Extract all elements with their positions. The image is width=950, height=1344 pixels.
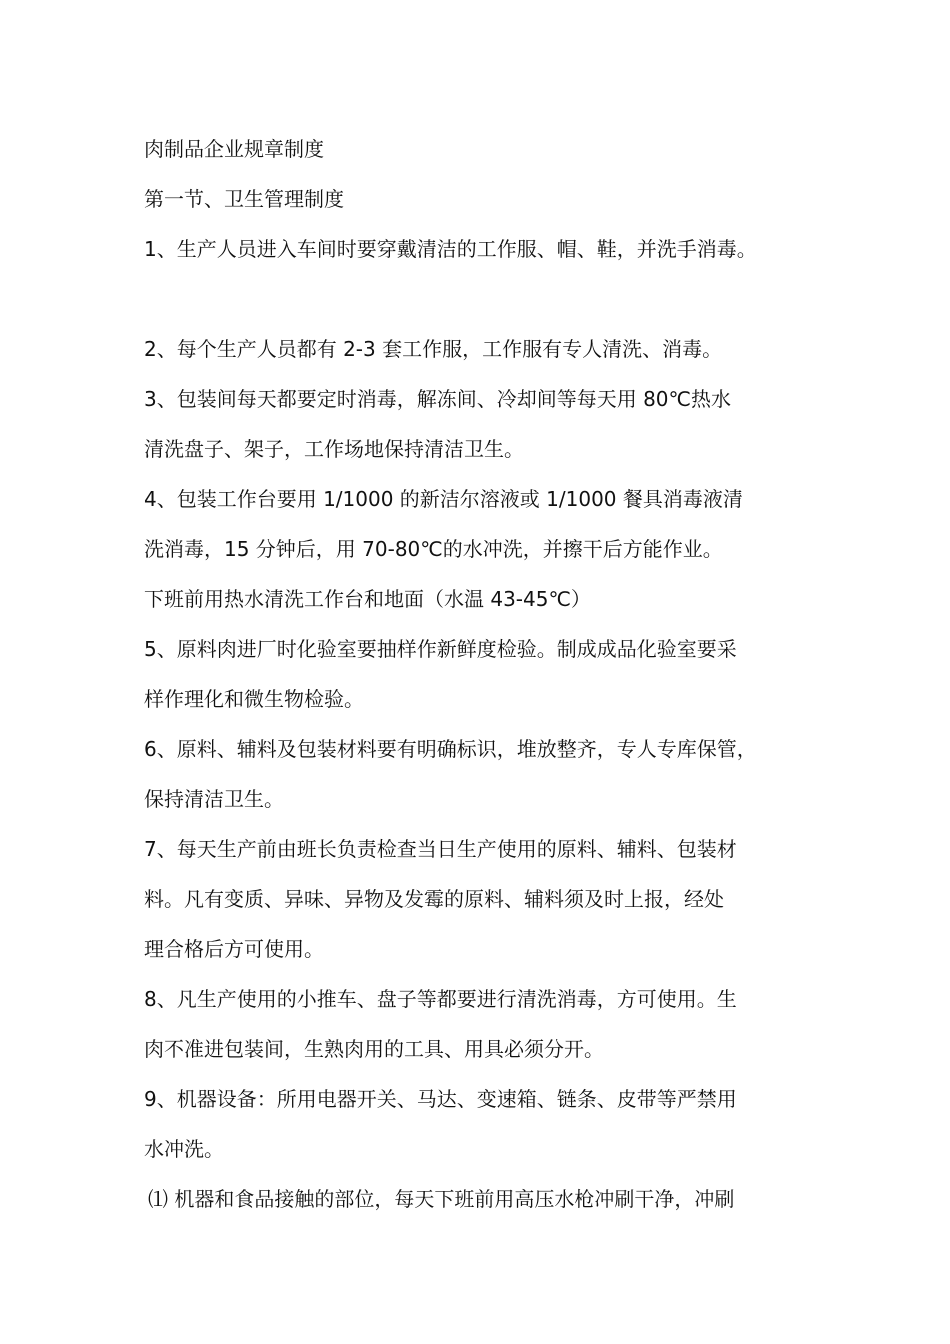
section-heading: 第一节、卫生管理制度 — [144, 187, 344, 211]
paragraph-line: 清洗盘子、架子，工作场地保持清洁卫生。 — [144, 437, 524, 461]
paragraph-line: 3、包装间每天都要定时消毒，解冻间、冷却间等每天用 80℃热水 — [144, 387, 731, 411]
paragraph-line: 2、每个生产人员都有 2-3 套工作服，工作服有专人清洗、消毒。 — [144, 337, 723, 361]
paragraph-line: 洗消毒，15 分钟后，用 70-80℃的水冲洗，并擦干后方能作业。 — [144, 537, 723, 561]
paragraph-line: 料。凡有变质、异味、异物及发霉的原料、辅料须及时上报，经处 — [144, 887, 724, 911]
paragraph-line: ⑴ 机器和食品接触的部位，每天下班前用高压水枪冲刷干净，冲刷 — [148, 1187, 735, 1211]
document-title: 肉制品企业规章制度 — [144, 137, 324, 161]
paragraph-line: 保持清洁卫生。 — [144, 787, 284, 811]
paragraph-line: 理合格后方可使用。 — [144, 937, 324, 961]
paragraph-line: 8、凡生产使用的小推车、盘子等都要进行清洗消毒，方可使用。生 — [144, 987, 737, 1011]
paragraph-line: 肉不准进包装间，生熟肉用的工具、用具必须分开。 — [144, 1037, 604, 1061]
paragraph-line: 1、生产人员进入车间时要穿戴清洁的工作服、帽、鞋，并洗手消毒。 — [144, 237, 757, 261]
paragraph-line: 下班前用热水清洗工作台和地面（水温 43-45℃） — [144, 587, 591, 611]
paragraph-line: 5、原料肉进厂时化验室要抽样作新鲜度检验。制成成品化验室要采 — [144, 637, 737, 661]
paragraph-line: 7、每天生产前由班长负责检查当日生产使用的原料、辅料、包装材 — [144, 837, 737, 861]
paragraph-line: 样作理化和微生物检验。 — [144, 687, 364, 711]
paragraph-line: 水冲洗。 — [144, 1137, 224, 1161]
paragraph-line: 6、原料、辅料及包装材料要有明确标识，堆放整齐，专人专库保管， — [144, 737, 757, 761]
paragraph-line: 9、机器设备：所用电器开关、马达、变速箱、链条、皮带等严禁用 — [144, 1087, 737, 1111]
paragraph-line: 4、包装工作台要用 1/1000 的新洁尔溶液或 1/1000 餐具消毒液清 — [144, 487, 743, 511]
